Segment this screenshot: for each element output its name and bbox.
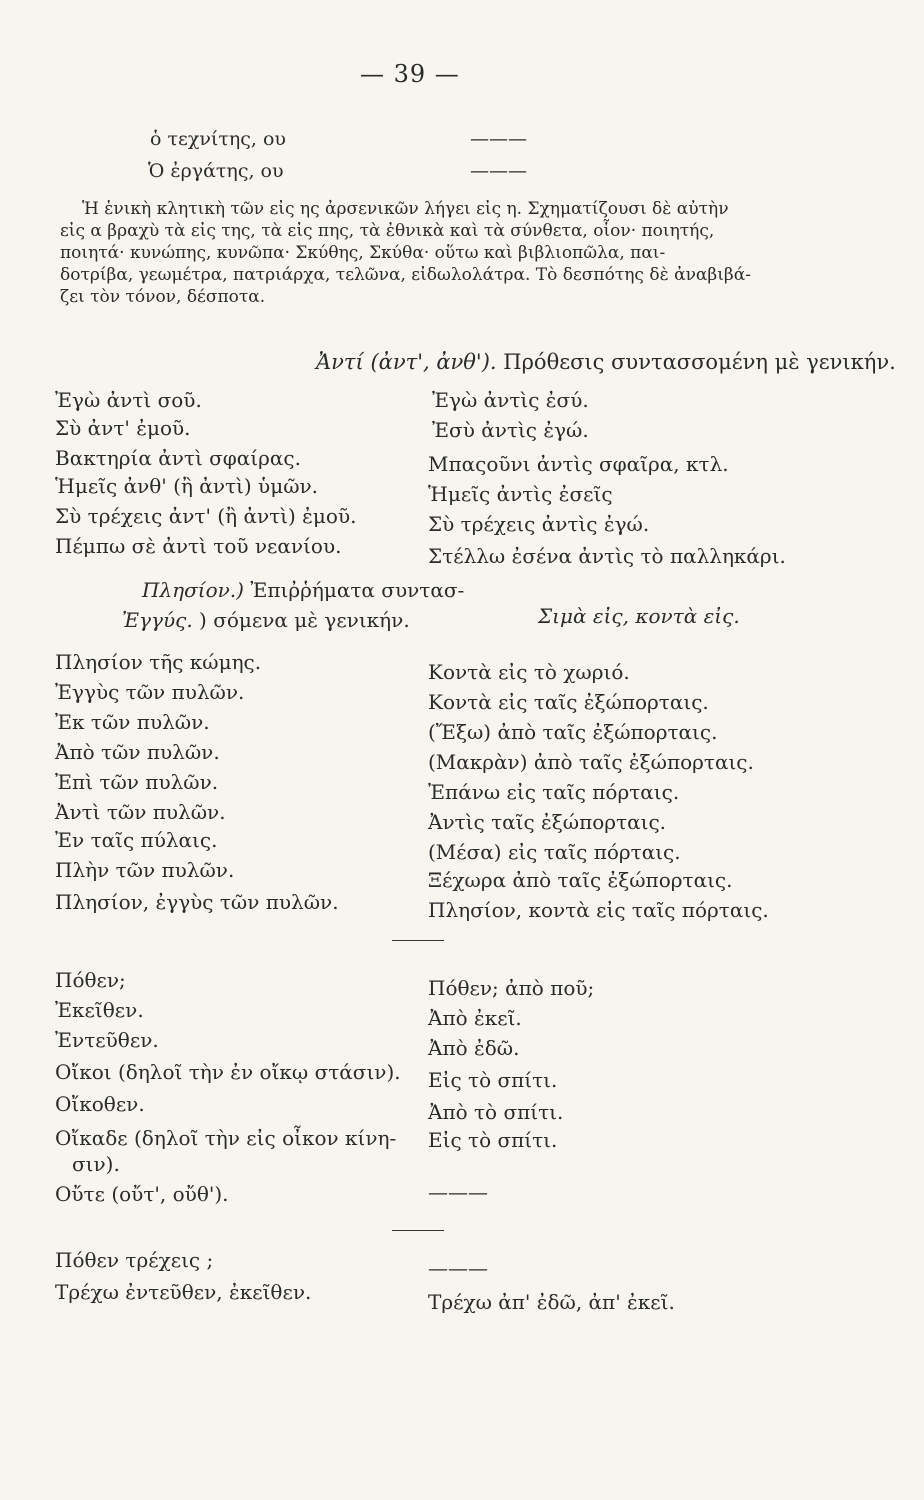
s2-right-heading: Σιμὰ εἰς, κοντὰ εἰς. [538,604,740,628]
s3-left-1: Πόθεν; [55,968,126,992]
paragraph-line: ποιητά· κυνώπης, κυνῶπα· Σκύθης, Σκύθα· οὕτω καὶ βιβλιοπῶλα, παι- [60,243,666,263]
s2-right-4: (Μακρὰν) ἀπὸ ταῖς ἐξώπορταις. [428,750,754,774]
top-row-right-1: ——— [470,128,527,150]
separator-rule [392,940,444,941]
section-heading-anti [316,350,896,374]
s3-left-4: Οἴκοι (δηλοῖ τὴν ἐν οἴκῳ στάσιν). [55,1060,401,1084]
heading-term: Ἀντί (ἀντ', ἀνθ'). [316,350,497,374]
s1-right-6: Στέλλω ἐσένα ἀντὶς τὸ παλληκάρι. [428,544,786,568]
s3-left-3: Ἐντεῦθεν. [55,1028,159,1052]
s2-left-2: Ἐγγὺς τῶν πυλῶν. [55,680,245,704]
s4-left-1: Πόθεν τρέχεις ; [55,1248,214,1272]
s3-left-2: Ἐκεῖθεν. [55,998,144,1022]
s1-right-5: Σὺ τρέχεις ἀντὶς ἐγώ. [428,512,650,536]
top-row-left-2: Ὁ ἐργάτης, ου [148,160,284,182]
s2-right-5: Ἐπάνω εἰς ταῖς πόρταις. [428,780,680,804]
s1-left-6: Πέμπω σὲ ἀντὶ τοῦ νεανίου. [55,534,342,558]
s2-left-1: Πλησίον τῆς κώμης. [55,650,262,674]
s3-right-4: Εἰς τὸ σπίτι. [428,1068,558,1092]
separator-rule [392,1230,444,1231]
s1-left-1: Ἐγὼ ἀντὶ σοῦ. [55,388,202,412]
s3-right-1: Πόθεν; ἀπὸ ποῦ; [428,976,595,1000]
paragraph-line: δοτρίβα, γεωμέτρα, πατριάρχα, τελῶνα, εἰδωλολάτρα. Τὸ δεσπότης δὲ ἀναβιβά- [60,265,751,285]
s2-heading-line-2 [122,608,410,632]
s3-right-5: Ἀπὸ τὸ σπίτι. [428,1100,564,1124]
s3-left-7: σιν). [72,1152,120,1176]
s2-right-6: Ἀντὶς ταῖς ἐξώπορταις. [428,810,667,834]
s2-left-9: Πλησίον, ἐγγὺς τῶν πυλῶν. [55,890,339,914]
s4-left-2: Τρέχω ἐντεῦθεν, ἐκεῖθεν. [55,1280,312,1304]
s2-left-8: Πλὴν τῶν πυλῶν. [55,858,235,882]
s3-right-8: ——— [428,1180,488,1204]
s3-left-6: Οἴκαδε (δηλοῖ τὴν εἰς οἶκον κίνη- [55,1126,397,1150]
s4-right-2: Τρέχω ἀπ' ἐδῶ, ἀπ' ἐκεῖ. [428,1290,675,1314]
s1-right-3: Μπαςοῦνι ἀντὶς σφαῖρα, κτλ. [428,452,729,476]
s2-left-5: Ἐπὶ τῶν πυλῶν. [55,770,219,794]
s1-right-4: Ἡμεῖς ἀντὶς ἐσεῖς [428,482,613,506]
paragraph-line: εἰς α βραχὺ τὰ εἰς της, τὰ εἰς πης, τὰ ἐθνικὰ καὶ τὰ σύνθετα, οἷον· ποιητής, [60,221,715,241]
s2-left-6: Ἀντὶ τῶν πυλῶν. [55,800,226,824]
s2-right-7: (Μέσα) εἰς ταῖς πόρταις. [428,840,681,864]
s2-right-3: (Ἔξω) ἀπὸ ταῖς ἐξώπορταις. [428,720,718,744]
s2-right-1: Κοντὰ εἰς τὸ χωριό. [428,660,630,684]
heading-description: Ἐπιῤῥήματα συντασ- [250,578,465,602]
s2-right-2: Κοντὰ εἰς ταῖς ἐξώπορταις. [428,690,709,714]
s2-left-7: Ἐν ταῖς πύλαις. [55,828,218,852]
s1-left-5: Σὺ τρέχεις ἀντ' (ἢ ἀντὶ) ἐμοῦ. [55,504,357,528]
s3-right-2: Ἀπὸ ἐκεῖ. [428,1006,522,1030]
top-row-left-1: ὁ τεχνίτης, ου [150,128,286,150]
heading-term: Πλησίον.) [142,578,244,602]
s2-left-3: Ἐκ τῶν πυλῶν. [55,710,210,734]
s2-right-8: Ξέχωρα ἀπὸ ταῖς ἐξώπορταις. [428,868,733,892]
s3-left-8: Οὔτε (οὔτ', οὔθ'). [55,1182,229,1206]
paragraph-line: ζει τὸν τόνον, δέσποτα. [60,287,266,307]
heading-term: Ἐγγύς. [122,608,193,632]
s1-left-2: Σὺ ἀντ' ἐμοῦ. [55,416,191,440]
page-number: — 39 — [360,60,460,88]
s3-right-3: Ἀπὸ ἐδῶ. [428,1036,520,1060]
s3-left-5: Οἴκοθεν. [55,1092,145,1116]
top-row-right-2: ——— [470,160,527,182]
grammar-paragraph [60,198,870,308]
s4-right-1: ——— [428,1256,488,1280]
s1-left-3: Βακτηρία ἀντὶ σφαίρας. [55,446,301,470]
paragraph-line: Ἡ ἑνικὴ κλητικὴ τῶν εἰς ης ἀρσενικῶν λήγει εἰς η. Σχηματίζουσι δὲ αὐτὴν [82,199,729,219]
s2-left-4: Ἀπὸ τῶν πυλῶν. [55,740,220,764]
s3-right-6: Εἰς τὸ σπίτι. [428,1128,558,1152]
heading-description: Πρόθεσις συντασσομένη μὲ γενικήν. [503,350,896,374]
heading-description: ) σόμενα μὲ γενικήν. [199,608,410,632]
s1-right-2: Ἐσὺ ἀντὶς ἐγώ. [432,418,589,442]
s1-right-1: Ἐγὼ ἀντὶς ἐσύ. [432,388,589,412]
s2-heading-line-1 [142,578,464,602]
s1-left-4: Ἡμεῖς ἀνθ' (ἢ ἀντὶ) ὑμῶν. [55,474,319,498]
s2-right-9: Πλησίον, κοντὰ εἰς ταῖς πόρταις. [428,898,769,922]
